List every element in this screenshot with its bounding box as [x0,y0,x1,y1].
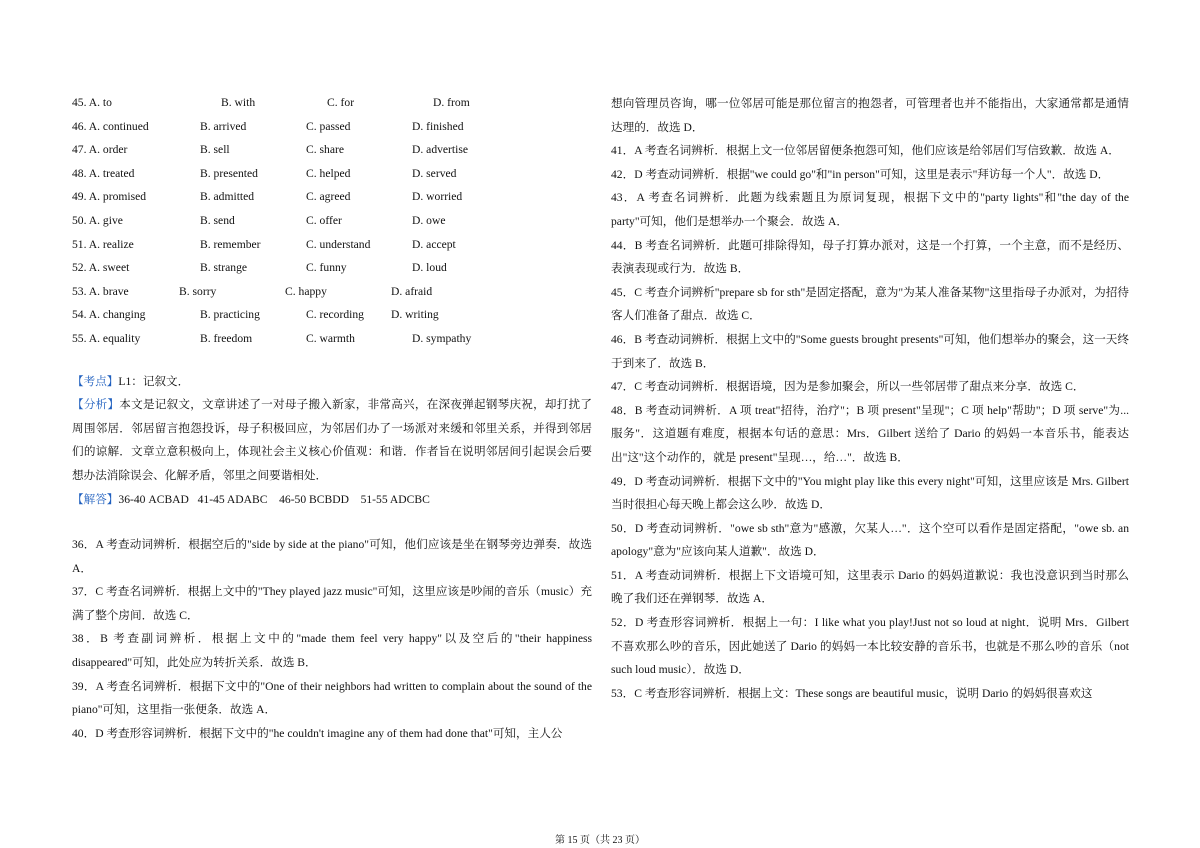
explanation-paragraph: 49．D 考查动词辨析．根据下文中的"You might play like this every night"可知，这里应该是 Mrs. Gilbert 当时很担心每天晚上都会这么吵．故选 D． [611,474,1129,512]
option-d: D. worried [412,190,463,204]
option-b: B. arrived [200,119,247,133]
option-c: C. passed [306,119,351,133]
option-c: C. share [306,143,344,157]
option-d: D. advertise [412,143,469,157]
fenxi [72,393,592,487]
option-row [72,92,592,116]
option-a: 48. A. treated [72,166,135,180]
page-footer: 第 15 页（共 23 页） [555,835,645,846]
explanation-paragraph: 36．A 考查动词辨析．根据空后的"side by side at the piano"可知，他们应该是坐在钢琴旁边弹奏．故选 A． [72,538,592,575]
left-column [72,92,592,745]
explanation-paragraph: 47．C 考查动词辨析．根据语境，因为是参加聚会，所以一些邻居带了甜点来分享．故选 C． [611,380,1085,394]
explanation-paragraph: 46．B 考查动词辨析．根据上文中的"Some guests brought presents"可知，他们想举办的聚会，这一天终于到来了．故选 B． [611,332,1129,370]
explanation-paragraph: 38．B 考查副词辨析．根据上文中的"made them feel very happy"以及空后的"their happiness disappeared"可知，此处应为转折关系．故选 B． [72,632,592,670]
option-d: D. finished [412,119,464,133]
option-d: D. owe [412,213,446,227]
option-a: 50. A. give [72,213,123,227]
right-explanations [611,92,1129,705]
option-row [72,234,592,258]
option-row [72,139,592,163]
option-d: D. accept [412,237,456,251]
option-b: B. send [200,213,235,227]
left-explanations [72,533,592,745]
option-row [72,304,592,328]
option-b: B. practicing [200,308,260,322]
option-b: B. sell [200,143,230,157]
option-a: 53. A. brave [72,284,129,298]
option-a: 45. A. to [72,96,112,109]
jieda [72,488,592,512]
option-b: B. remember [200,237,261,251]
option-c: C. for [327,96,355,109]
option-c: C. warmth [306,331,355,345]
option-c: C. helped [306,166,351,180]
option-a: 55. A. equality [72,331,141,345]
kaodian-text: L1：记叙文． [118,374,190,388]
option-row [72,163,592,187]
jieda-tag: 【解答】 [72,492,119,506]
explanation-paragraph: 51．A 考查动词辨析．根据上下文语境可知，这里表示 Dario 的妈妈道歉说：我也没意识到当时那么晚了我们还在弹钢琴．故选 A． [611,568,1129,606]
kaodian-tag: 【考点】 [72,374,119,388]
option-b: B. presented [200,166,258,180]
option-d: D. writing [391,308,439,322]
option-b: B. with [221,96,256,109]
explanation-paragraph: 37．C 考查名词辨析．根据上文中的"They played jazz music"可知，这里应该是吵闹的音乐（music）充满了整个房间．故选 C． [72,585,592,622]
option-c: C. recording [306,308,364,322]
option-c: C. agreed [306,190,351,204]
explanation-paragraph: 45．C 考查介词辨析"prepare sb for sth"是固定搭配，意为"为某人准备某物"这里指母子办派对，为招待客人们准备了甜点．故选 C． [611,285,1129,323]
explanation-paragraph: 40．D 考查形容词辨析．根据下文中的"he couldn't imagine any of them had done that"可知，主人公 [72,726,563,740]
explanation-paragraph: 想向管理员咨询，哪一位邻居可能是那位留言的抱怨者，可管理者也并不能指出，大家通常都是通情达理的．故选 D． [611,97,1129,134]
option-d: D. served [412,166,457,180]
options-list [72,92,592,352]
explanation-paragraph: 39．A 考查名词辨析．根据下文中的"One of their neighbors had written to complain about the sound of the piano"可知，这里指一张便条．故选 A． [72,679,592,717]
option-a: 46. A. continued [72,119,149,133]
option-c: C. happy [285,284,327,298]
option-a: 54. A. changing [72,308,146,322]
fenxi-text: 本文是记叙文，文章讲述了一对母子搬入新家，非常高兴，在深夜弹起钢琴庆祝，却打扰了周围邻居．邻居留言抱怨投诉，母子积极回应，为邻居们办了一场派对来缓和邻里关系，并得到邻居们的谅解．文章立意积极向上，体现社会主义核心价值观：和谐．作者旨在说明邻居间引起误会后要想办法消除误会、化解矛盾，邻里之间要谐相处． [72,398,592,482]
option-a: 52. A. sweet [72,261,130,275]
option-c: C. funny [306,261,347,275]
option-row [72,281,592,305]
explanation-paragraph: 50．D 考查动词辨析．"owe sb sth"意为"感激，欠某人…"．这个空可以看作是固定搭配，"owe sb. an apology"意为"应该向某人道歉"．故选 D． [611,521,1129,559]
explanation-paragraph: 48．B 考查动词辨析．A 项 treat"招待，治疗"；B 项 present"呈现"；C 项 help"帮助"；D 项 serve"为...服务"．这道题有难度，根据本句话的意思：Mrs．Gilbert 送给了 Dario 的妈妈一本音乐书，能表达出"这"这个动作的，就是 present"呈现…，给…"．故选 B． [611,403,1129,464]
explanation-paragraph: 43．A 考查名词辨析．此题为线索题且为原词复现，根据下文中的"party lights"和"the day of the party"可知，他们是想举办一个聚会．故选 A． [611,191,1129,228]
kaodian [72,370,592,394]
right-column [611,92,1129,705]
fenxi-tag: 【分析】 [72,398,120,412]
option-c: C. offer [306,213,342,227]
option-d: D. sympathy [412,331,472,345]
explanation-paragraph: 41．A 考查名词辨析．根据上文一位邻居留便条抱怨可知，他们应该是给邻居们写信致歉．故选 A． [611,144,1120,158]
option-b: B. freedom [200,331,253,345]
explanation-paragraph: 52．D 考查形容词辨析．根据上一句：I like what you play!Just not so loud at night．说明 Mrs．Gilbert 不喜欢那么吵的音乐，因此她送了 Dario 的妈妈一本比较安静的音乐书，也就是不那么吵的音乐（not such loud music）．故选 D． [611,616,1129,677]
option-d: D. afraid [391,284,433,298]
explanation-paragraph: 44．B 考查名词辨析．此题可排除得知，母子打算办派对，这是一个打算，一个主意，而不是经历、表演表现或行为．故选 B． [611,238,1129,276]
option-a: 51. A. realize [72,237,134,251]
option-b: B. admitted [200,190,255,204]
option-row [72,210,592,234]
option-row [72,257,592,281]
option-row [72,116,592,140]
option-c: C. understand [306,237,371,251]
explanation-paragraph: 42．D 考查动词辨析．根据"we could go"和"in person"可知，这里是表示"拜访每一个人"．故选 D． [611,167,1110,181]
option-b: B. strange [200,261,248,275]
option-d: D. loud [412,261,447,275]
option-row [72,186,592,210]
option-b: B. sorry [179,284,217,298]
option-row [72,328,592,352]
explanation-paragraph: 53．C 考查形容词辨析．根据上文：These songs are beautiful music，说明 Dario 的妈妈很喜欢这 [611,686,1093,700]
jieda-text: 36-40 ACBAD 41-45 ADABC 46-50 BCBDD 51-55 ADCBC [118,492,430,506]
option-a: 49. A. promised [72,190,147,204]
option-d: D. from [433,96,470,109]
option-a: 47. A. order [72,143,128,157]
